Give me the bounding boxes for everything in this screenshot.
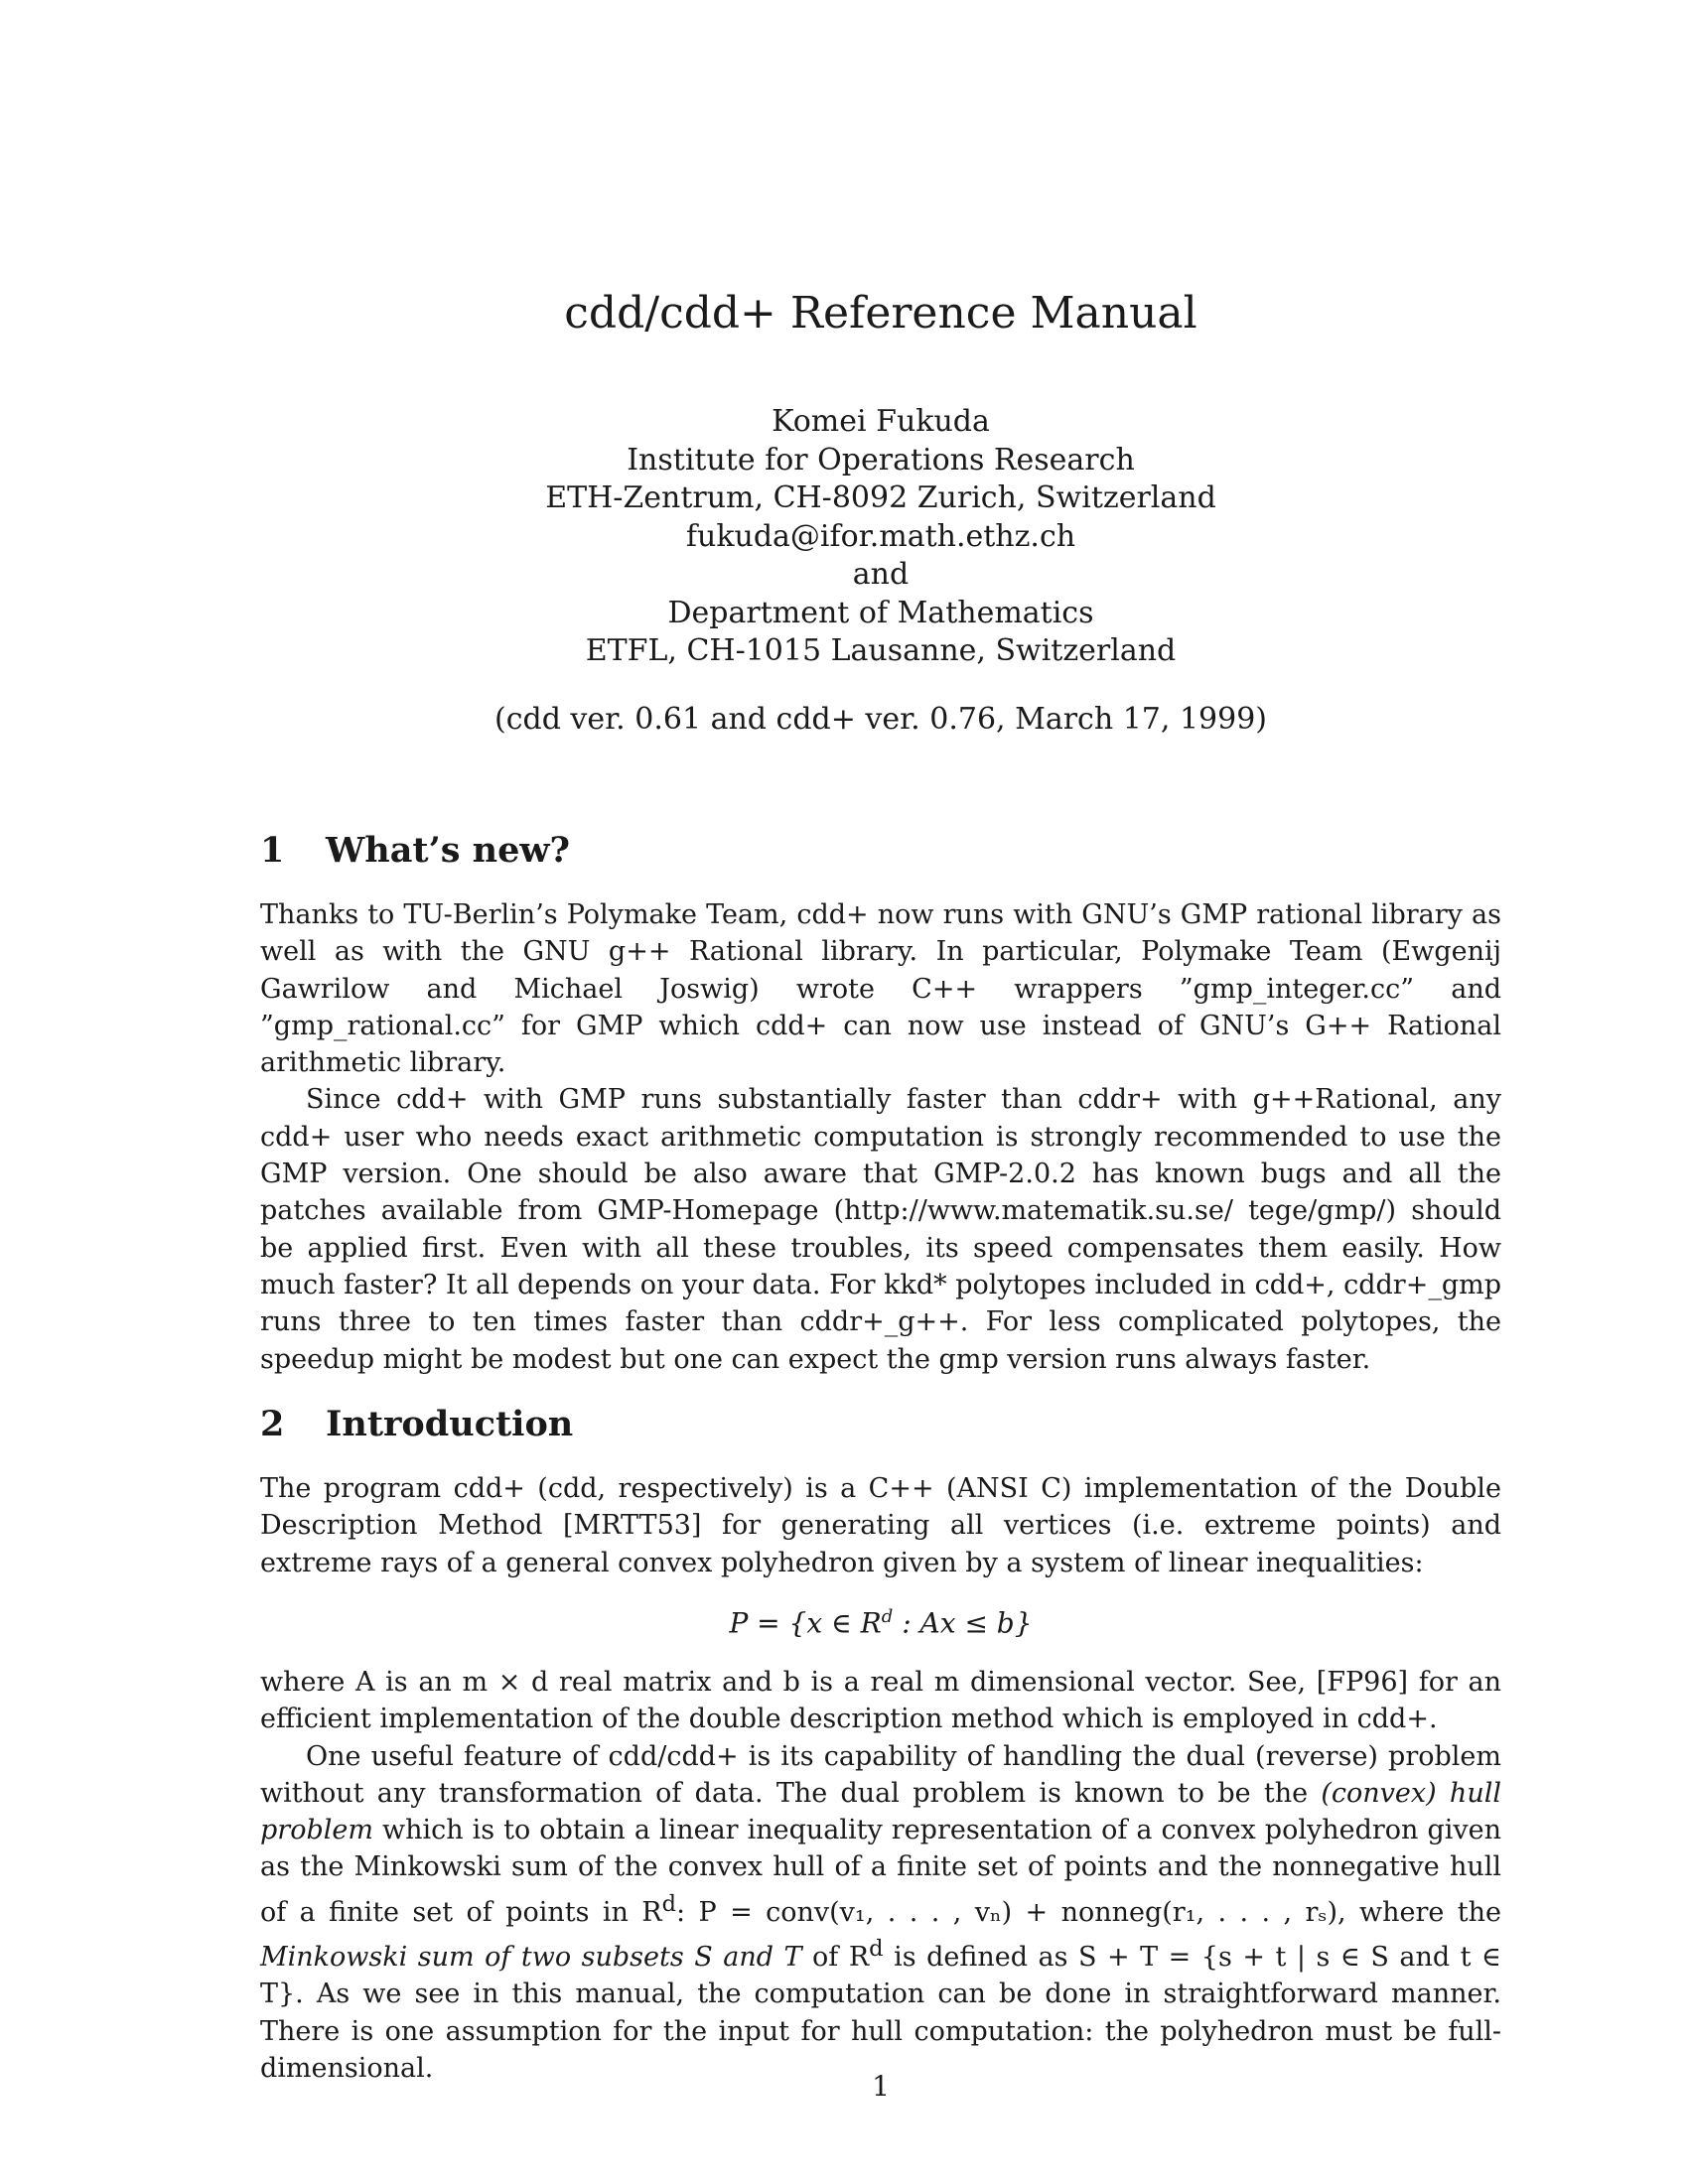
p3-text-d: : P = conv(v₁, . . . , vₙ) + nonneg(r₁, . . . , rₛ), where the [676, 1896, 1501, 1928]
section-2-after-equation [260, 1664, 1501, 2087]
equation-lhs: P = {x ∈ R [729, 1606, 882, 1640]
p3-text-a: One useful feature of cdd/cdd+ is its capability of handling the dual (reverse) problem without any transformation of data. The dual problem is known to be the [260, 1740, 1501, 1809]
p3-emphasis-hull-problem: (convex) hull problem [260, 1777, 1501, 1846]
author-email: fukuda@ifor.math.ethz.ch [685, 518, 1076, 554]
section-1-title: What’s new? [326, 830, 571, 871]
equation-rhs: : Ax ≤ b} [893, 1606, 1033, 1640]
document-page [260, 0, 1501, 2184]
section-2-title: Introduction [326, 1404, 574, 1444]
author-address-2: ETFL, CH-1015 Lausanne, Switzerland [585, 633, 1177, 668]
author-name: Komei Fukuda [772, 404, 990, 439]
p3-sup-1: d [661, 1890, 677, 1917]
p3-text-g: is defined as S + T = {s + t | s ∈ S and t ∈ T}. As we see in this manual, the computation can be done in straightforward manner. There is one assumption for the input for hull computation: the polyhedron must be full-dimensional. [260, 1942, 1502, 2084]
section-2-heading [260, 1404, 573, 1444]
equation-sup: d [881, 1606, 894, 1627]
author-affiliation-1: Institute for Operations Research [627, 442, 1135, 478]
p3-emphasis-minkowski: Minkowski sum of two subsets S and T [260, 1942, 802, 1974]
section-1-body [260, 896, 1501, 1378]
section-1-paragraph-1: Thanks to TU-Berlin’s Polymake Team, cdd+ now runs with GNU’s GMP rational library as well as with the GNU g++ Rational library. In particular, Polymake Team (Ewgenij Gawrilow and Michael Joswig) wrote C++ wrappers ”gmp_integer.cc” and ”gmp_rational.cc” for GMP which cdd+ can now use instead of GNU’s G++ Rational arithmetic library. [260, 899, 1501, 1079]
author-affiliation-2: Department of Mathematics [667, 595, 1094, 630]
author-address-1: ETH-Zentrum, CH-8092 Zurich, Switzerland [545, 480, 1216, 515]
section-1-number: 1 [260, 830, 285, 871]
p3-text-f: of R [801, 1942, 870, 1974]
section-2-intro [260, 1470, 1501, 1581]
section-2-paragraph-1: The program cdd+ (cdd, respectively) is a C++ (ANSI C) implementation of the Double Description Method [MRTT53] for generating all vertices (i.e. extreme points) and extreme rays of a general convex polyhedron given by a system of linear inequalities: [260, 1473, 1501, 1578]
section-2-paragraph-3 [260, 1738, 1501, 2088]
document-title: cdd/cdd+ Reference Manual [564, 288, 1197, 339]
p3-sup-2: d [869, 1936, 884, 1963]
author-and: and [852, 557, 910, 592]
page-number: 1 [872, 2070, 890, 2103]
section-1-paragraph-2: Since cdd+ with GMP runs substantially faster than cddr+ with g++Rational, any cdd+ user who needs exact arithmetic computation is strongly recommended to use the GMP version. One should be also aware that GMP-2.0.2 has known bugs and all the patches available from GMP-Homepage (http://www.matematik.su.se/ tege/gmp/) should be applied first. Even with all these troubles, its speed compensates them easily. How much faster? It all depends on your data. For kkd* polytopes included in cdd+, cddr+_gmp runs three to ten times faster than cddr+_g++. For less complicated polytopes, the speedup might be modest but one can expect the gmp version runs always faster. [260, 1084, 1501, 1375]
p3-text-c: which is to obtain a linear inequality representation of a convex polyhedron given as the Minkowski sum of the convex hull of a finite set of points and the nonnegative hull of a finite set of points in R [260, 1815, 1501, 1928]
polyhedron-equation [260, 1606, 1501, 1639]
section-1-heading [260, 830, 570, 871]
author-block [260, 403, 1501, 671]
section-2-paragraph-2: where A is an m × d real matrix and b is a real m dimensional vector. See, [FP96] for an efficient implementation of the double description method which is employed in cdd+. [260, 1667, 1501, 1735]
section-2-number: 2 [260, 1404, 285, 1444]
version-date: (cdd ver. 0.61 and cdd+ ver. 0.76, March 17, 1999) [493, 702, 1268, 737]
